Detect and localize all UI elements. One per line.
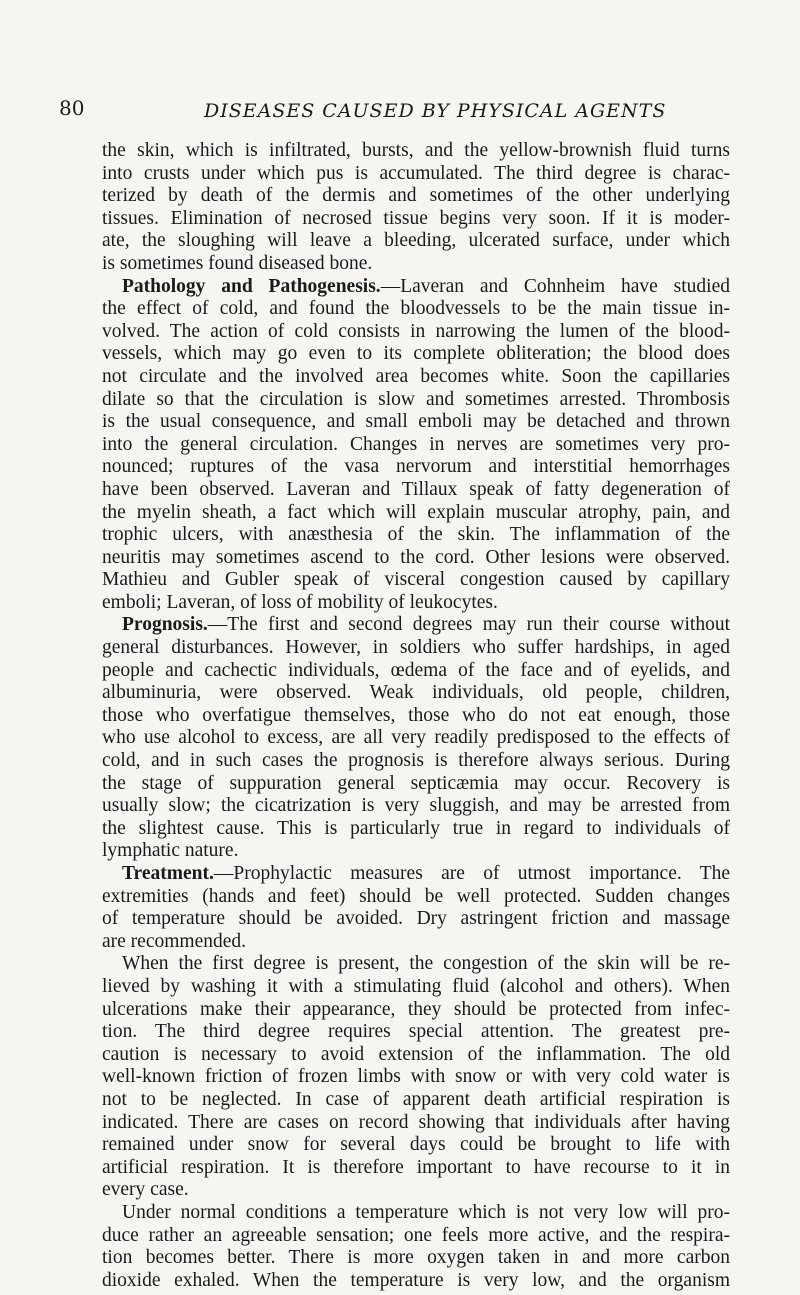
text-line [102,840,730,863]
line-text: into crusts under which pus is accumulated. The third degree is charac- [102,162,730,184]
line-text: —Laveran and Cohnheim have studied [380,275,730,297]
line-text: duce rather an agreeable sensation; one feels more active, and the respira- [102,1224,730,1246]
line-text: is sometimes found diseased bone. [102,252,373,274]
section-heading: Treatment. [122,863,214,884]
section-paragraph [102,614,730,863]
line-text: caution is necessary to avoid extension of the inflammation. The old [102,1043,730,1065]
text-line [102,660,730,683]
line-text: who use alcohol to excess, are all very readily predisposed to the effects of [102,727,730,749]
text-line [102,1179,730,1202]
text-line [102,931,730,954]
line-text: the skin, which is infiltrated, bursts, and the yellow-brownish fluid turns [102,140,730,161]
line-text: artificial respiration. It is therefore important to have recourse to it in [102,1156,730,1178]
section-paragraph [102,276,730,615]
line-text: —Prophylactic measures are of utmost importance. The [213,863,730,884]
line-text: usually slow; the cicatrization is very sluggish, and may be arrested from [102,795,730,817]
line-text: not to be neglected. In case of apparent death artificial respiration is [102,1088,730,1110]
line-text: remained under snow for several days could be brought to life with [102,1134,730,1156]
paragraph [102,1202,730,1292]
text-line [102,682,730,705]
text-line [102,592,730,615]
text-line [102,208,730,231]
text-line [102,185,730,208]
text-line [102,637,730,660]
line-text: cold, and in such cases the prognosis is therefore always serious. During [102,750,730,772]
text-line [102,1202,730,1225]
text-line [102,750,730,773]
text-line [102,863,730,886]
text-line [102,818,730,841]
text-line [102,502,730,525]
page-number: 80 [59,96,85,120]
line-text: people and cachectic individuals, œdema of the face and of eyelids, and [102,659,730,681]
body-text [102,140,730,1292]
line-text: Mathieu and Gubler speak of visceral congestion caused by capillary [102,569,730,591]
text-line [102,366,730,389]
text-line [102,1134,730,1157]
line-text: the effect of cold, and found the bloodvessels to be the main tissue in- [102,298,730,320]
text-line [102,705,730,728]
text-line [102,908,730,931]
text-line [102,524,730,547]
text-line [102,1225,730,1248]
text-line [102,1066,730,1089]
section-heading: Prognosis. [122,614,208,636]
paragraph [102,953,730,1202]
text-line [102,569,730,592]
text-line [102,140,730,163]
line-text: indicated. There are cases on record showing that individuals after having [102,1111,730,1133]
running-title: DISEASES CAUSED BY PHYSICAL AGENTS [204,100,667,122]
line-text: neuritis may sometimes ascend to the cord. Other lesions were observed. [102,546,730,568]
text-line [102,1112,730,1135]
line-text: general disturbances. However, in soldiers who suffer hardships, in aged [102,637,730,659]
text-line [102,886,730,909]
line-text: tion. The third degree requires special attention. The greatest pre- [102,1021,730,1043]
text-line [102,795,730,818]
text-line [102,614,730,637]
text-line [102,321,730,344]
line-text: vessels, which may go even to its complete obliteration; the blood does [102,343,730,365]
text-line [102,253,730,276]
text-line [102,1089,730,1112]
line-text: ate, the sloughing will leave a bleeding, ulcerated surface, under which [102,230,730,252]
text-line [102,298,730,321]
text-line [102,434,730,457]
text-line [102,276,730,299]
text-line [102,389,730,412]
text-line [102,343,730,366]
line-text: of temperature should be avoided. Dry astringent friction and massage [102,908,730,930]
text-line [102,456,730,479]
line-text: have been observed. Laveran and Tillaux speak of fatty degeneration of [102,478,730,500]
text-line [102,953,730,976]
line-text: lieved by washing it with a stimulating fluid (alcohol and others). When [102,975,730,997]
line-text: the slightest cause. This is particularly true in regard to individuals of [102,817,730,839]
line-text: are recommended. [102,930,247,952]
text-line [102,1247,730,1270]
text-line [102,1044,730,1067]
line-text: tissues. Elimination of necrosed tissue begins very soon. If it is moder- [102,207,730,229]
text-line [102,1157,730,1180]
section-heading: Pathology and Pathogenesis. [122,275,381,297]
line-text: ulcerations make their appearance, they should be protected from infec- [102,998,730,1020]
section-paragraph [102,863,730,953]
text-line [102,411,730,434]
line-text: albuminuria, were observed. Weak individuals, old people, children, [102,682,730,704]
text-line [102,479,730,502]
text-line [102,547,730,570]
line-text: extremities (hands and feet) should be well protected. Sudden changes [102,885,730,907]
line-text: well-known friction of frozen limbs with snow or with very cold water is [102,1066,730,1088]
line-text: volved. The action of cold consists in narrowing the lumen of the blood- [102,320,730,342]
line-text: dilate so that the circulation is slow and sometimes arrested. Thrombosis [102,388,730,410]
text-line [102,773,730,796]
line-text: trophic ulcers, with anæsthesia of the skin. The inflammation of the [102,524,730,546]
text-line [102,163,730,186]
line-text: lymphatic nature. [102,840,239,862]
text-line [102,976,730,999]
line-text: tion becomes better. There is more oxygen taken in and more carbon [102,1247,730,1269]
line-text: When the first degree is present, the congestion of the skin will be re- [122,953,730,975]
paragraph [102,140,730,276]
line-text: Under normal conditions a temperature which is not very low will pro- [122,1201,730,1223]
line-text: dioxide exhaled. When the temperature is very low, and the organism [102,1269,730,1291]
text-line [102,999,730,1022]
line-text: emboli; Laveran, of loss of mobility of leukocytes. [102,591,498,613]
text-line [102,727,730,750]
line-text: nounced; ruptures of the vasa nervorum and interstitial hemorrhages [102,456,730,478]
text-line [102,1270,730,1293]
line-text: not circulate and the involved area becomes white. Soon the capillaries [102,365,730,387]
line-text: terized by death of the dermis and sometimes of the other underlying [102,185,730,207]
line-text: is the usual consequence, and small emboli may be detached and thrown [102,411,730,433]
line-text: the myelin sheath, a fact which will explain muscular atrophy, pain, and [102,501,730,523]
line-text: into the general circulation. Changes in nerves are sometimes very pro- [102,433,730,455]
line-text: —The first and second degrees may run their course without [207,614,730,636]
line-text: every case. [102,1179,189,1201]
text-line [102,1021,730,1044]
line-text: the stage of suppuration general septicæmia may occur. Recovery is [102,772,730,794]
line-text: those who overfatigue themselves, those who do not eat enough, those [102,704,730,726]
text-line [102,230,730,253]
